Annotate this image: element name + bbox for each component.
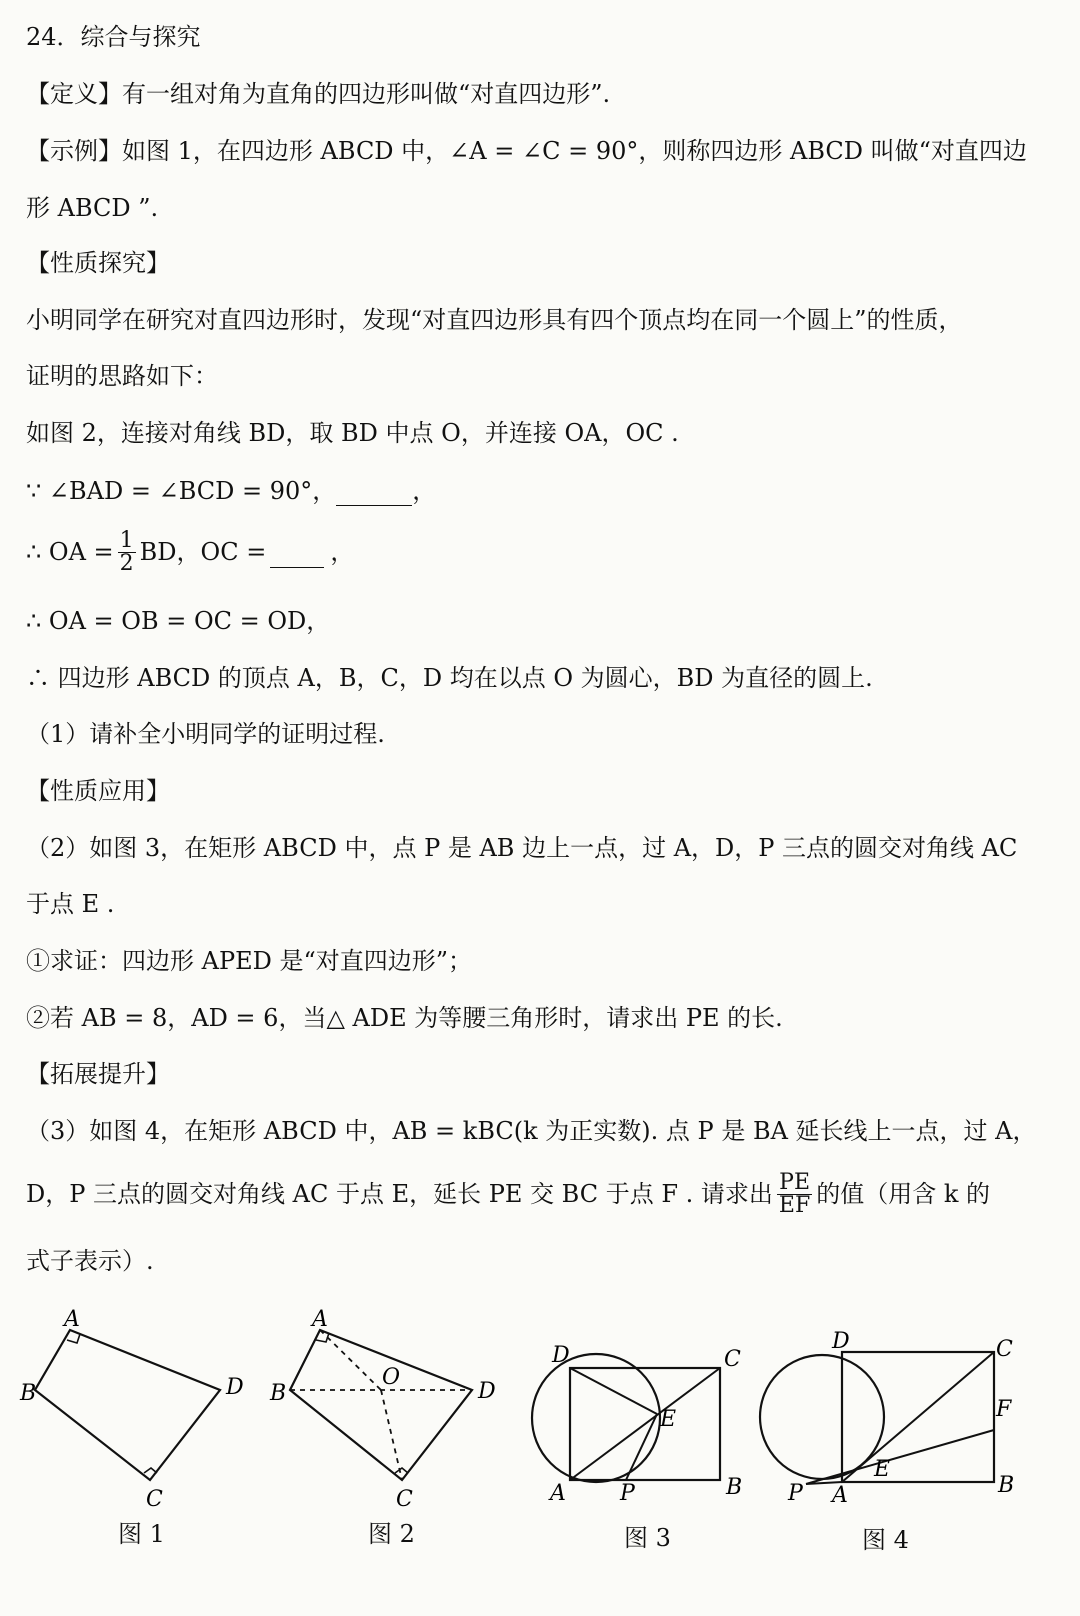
fig4-label-c: C [996, 1337, 1013, 1362]
question-3-line-2 [26, 1164, 1060, 1224]
fig3-label-d: D [552, 1343, 570, 1368]
fig3-label-p: P [620, 1481, 635, 1506]
proof-line-3: ∴ OA = OB = OC = OD， [26, 607, 331, 635]
example-text-1: 【示例】如图 1，在四边形 ABCD 中，∠A = ∠C = 90°，则称四边形 ABCD 叫做“对直四边 [26, 137, 1027, 165]
fraction-denominator: 2 [119, 550, 134, 576]
fig1-label-c: C [146, 1487, 163, 1512]
circle-adp-fig4 [760, 1355, 884, 1479]
quad-abcd-fig1 [35, 1330, 220, 1480]
section-apply-heading: 【性质应用】 [26, 777, 170, 805]
figure-1-diagram [0, 1307, 270, 1530]
fig2-right-angle-c [395, 1468, 408, 1473]
question-1: （1）请补全小明同学的证明过程. [26, 720, 385, 748]
question-2-part-b: ②若 AB = 8，AD = 6，当△ ADE 为等腰三角形时，请求出 PE 的长. [26, 1004, 783, 1032]
fraction-ef: EF [778, 1192, 811, 1218]
fig4-label-p: P [788, 1481, 803, 1506]
fig4-label-f: F [996, 1397, 1012, 1422]
figures-row [0, 1307, 1080, 1616]
fraction-one-half [118, 527, 136, 576]
fig3-label-c: C [724, 1347, 741, 1372]
explore-text-2: 证明的思路如下： [26, 362, 218, 390]
question-2-line-1: （2）如图 3，在矩形 ABCD 中，点 P 是 AB 边上一点，过 A，D，P 三点的圆交对角线 AC [26, 834, 1018, 862]
fig3-label-a: A [550, 1481, 566, 1506]
fig4-label-b: B [998, 1473, 1015, 1498]
proof-line-2-end: ， [330, 538, 355, 566]
caption-figure-4: 图 4 [862, 1526, 909, 1554]
fraction-numerator: 1 [119, 527, 134, 553]
fig3-label-b: B [726, 1475, 743, 1500]
segment-pf-fig4 [806, 1430, 994, 1484]
figure-2-diagram [262, 1307, 522, 1530]
proof-line-2 [26, 524, 1060, 580]
fraction-pe: PE [779, 1169, 811, 1195]
proof-line-2-mid: BD，OC = [139, 538, 267, 566]
right-angle-mark-a [67, 1334, 80, 1343]
section-property-heading: 【性质探究】 [26, 249, 170, 277]
fig2-label-d: D [478, 1379, 496, 1404]
fig2-label-b: B [270, 1381, 287, 1406]
example-text-2: 形 ABCD ”. [26, 194, 159, 222]
quad-abcd-fig2 [290, 1330, 472, 1480]
problem-header: 24．综合与探究 [26, 23, 201, 51]
fig1-label-a: A [64, 1307, 80, 1332]
fig4-label-a: A [832, 1483, 848, 1508]
figure-4-diagram [770, 1330, 1050, 1530]
question-3-line-2-post: 的值（用含 k 的 [816, 1180, 991, 1208]
diagonal-ac-fig3 [570, 1368, 720, 1480]
fig4-label-e: E [874, 1457, 891, 1482]
right-angle-mark-c [144, 1468, 157, 1473]
question-3-line-1: （3）如图 4，在矩形 ABCD 中，AB = kBC(k 为正实数). 点 P 是 BA 延长线上一点，过 A， [26, 1117, 1037, 1145]
section-extend-heading: 【拓展提升】 [26, 1060, 170, 1088]
proof-line-1 [26, 475, 1060, 506]
segment-oa-dashed [320, 1330, 381, 1390]
proof-line-4: ∴ 四边形 ABCD 的顶点 A，B，C，D 均在以点 O 为圆心，BD 为直径的圆上. [26, 664, 873, 692]
figure-3-diagram [530, 1330, 780, 1530]
fig4-label-d: D [832, 1329, 850, 1354]
fig2-label-c: C [396, 1487, 413, 1512]
fig3-label-e: E [660, 1407, 677, 1432]
explore-text-1: 小明同学在研究对直四边形时，发现“对直四边形具有四个顶点均在同一个圆上”的性质， [26, 306, 963, 334]
caption-figure-1: 图 1 [118, 1520, 165, 1548]
definition-text: 【定义】有一组对角为直角的四边形叫做“对直四边形”. [26, 80, 611, 108]
proof-line-2-pre: ∴ OA = [26, 538, 114, 566]
fig1-label-d: D [226, 1375, 244, 1400]
fig2-label-o: O [382, 1365, 401, 1390]
caption-figure-2: 图 2 [368, 1520, 415, 1548]
question-3-line-3: 式子表示）. [26, 1247, 154, 1275]
caption-figure-3: 图 3 [624, 1524, 671, 1552]
circle-adp-fig3 [532, 1354, 660, 1482]
question-2-part-a: ①求证：四边形 APED 是“对直四边形”； [26, 947, 473, 975]
question-2-line-2: 于点 E . [26, 890, 115, 918]
fraction-pe-over-ef [777, 1169, 812, 1218]
question-3-line-2-pre: D，P 三点的圆交对角线 AC 于点 E，延长 PE 交 BC 于点 F . 请求出 [26, 1180, 773, 1208]
proof-line-1-text: ∵ ∠BAD = ∠BCD = 90°， [26, 477, 337, 505]
proof-line-1-end: ， [412, 477, 437, 505]
fig1-label-b: B [20, 1381, 37, 1406]
explore-text-3: 如图 2，连接对角线 BD，取 BD 中点 O，并连接 OA，OC . [26, 419, 679, 447]
answer-blank-1[interactable] [336, 475, 412, 506]
fig2-label-a: A [312, 1307, 328, 1332]
answer-blank-2[interactable] [270, 537, 324, 568]
